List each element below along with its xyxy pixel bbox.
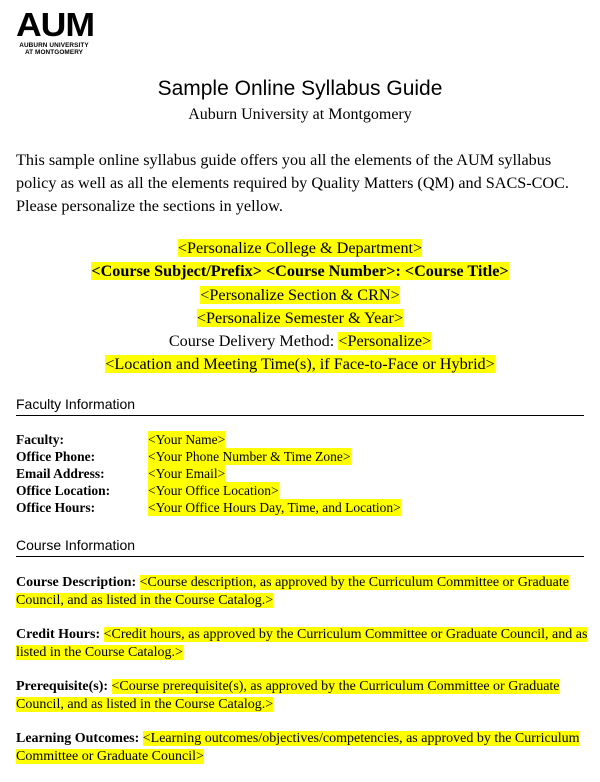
office-location-placeholder: <Your Office Location> [148,483,279,498]
prerequisites-item [16,678,588,714]
office-phone-placeholder: <Your Phone Number & Time Zone> [148,449,351,464]
course-description-label: Course Description: [16,575,137,590]
office-phone-label: Office Phone: [16,449,96,464]
office-phone-row [16,448,401,465]
intro-paragraph: This sample online syllabus guide offers you all the elements of the AUM syllabus policy as well as all the elements required by Quality Matters (QM) and SACS-COC. Please personalize the sections in yellow. [16,151,569,215]
document-subtitle: Auburn University at Montgomery [188,106,412,123]
document-title: Sample Online Syllabus Guide [157,77,443,100]
logo-line-2: AT MONTGOMERY [24,49,84,56]
faculty-info-list [16,431,401,516]
learning-outcomes-placeholder: <Learning outcomes/objectives/competencies, as approved by the Curriculum Committee or Graduate Council> [16,731,580,764]
logo-mark: AUM [16,6,94,43]
course-description-item [16,574,588,610]
prerequisites-placeholder: <Course prerequisite(s), as approved by the Curriculum Committee or Graduate Council, and as listed in the Course Catalog.> [16,679,560,712]
course-description-placeholder: <Course description, as approved by the Curriculum Committee or Graduate Council, and as listed in the Course Catalog.> [16,575,570,608]
credit-hours-item [16,626,588,662]
delivery-method-label: Course Delivery Method: [168,332,339,351]
faculty-name-placeholder: <Your Name> [148,432,226,447]
location-placeholder: <Location and Meeting Time(s), if Face-to-Face or Hybrid> [105,355,495,374]
credit-hours-placeholder: <Credit hours, as approved by the Curriculum Committee or Graduate Council, and as listed in the Course Catalog.> [16,627,588,660]
course-info-list [16,574,588,782]
office-hours-label: Office Hours: [16,500,96,515]
prerequisites-label: Prerequisite(s): [16,679,109,694]
office-location-row [16,482,401,499]
logo-line-1: AUBURN UNIVERSITY [19,42,89,49]
office-hours-row [16,499,401,516]
logo-subtitle [16,42,92,56]
email-label: Email Address: [16,466,105,481]
credit-hours-label: Credit Hours: [16,627,101,642]
office-location-label: Office Location: [16,483,111,498]
delivery-method-placeholder: <Personalize> [338,332,432,351]
faculty-information-heading: Faculty Information [16,396,584,416]
college-placeholder: <Personalize College & Department> [177,239,423,257]
course-information-heading: Course Information [16,537,584,557]
office-hours-placeholder: <Your Office Hours Day, Time, and Location> [148,500,401,515]
email-row [16,465,401,482]
semester-placeholder: <Personalize Semester & Year> [196,308,404,327]
faculty-label: Faculty: [16,432,64,447]
section-crn-placeholder: <Personalize Section & CRN> [200,285,400,304]
learning-outcomes-label: Learning Outcomes: [16,731,140,746]
aum-logo [16,6,106,56]
email-placeholder: <Your Email> [148,466,226,481]
course-title-placeholder: <Course Subject/Prefix> <Course Number>: <Course Title> [91,262,509,281]
learning-outcomes-item [16,730,588,766]
course-header-block [0,237,600,377]
faculty-row [16,431,401,448]
